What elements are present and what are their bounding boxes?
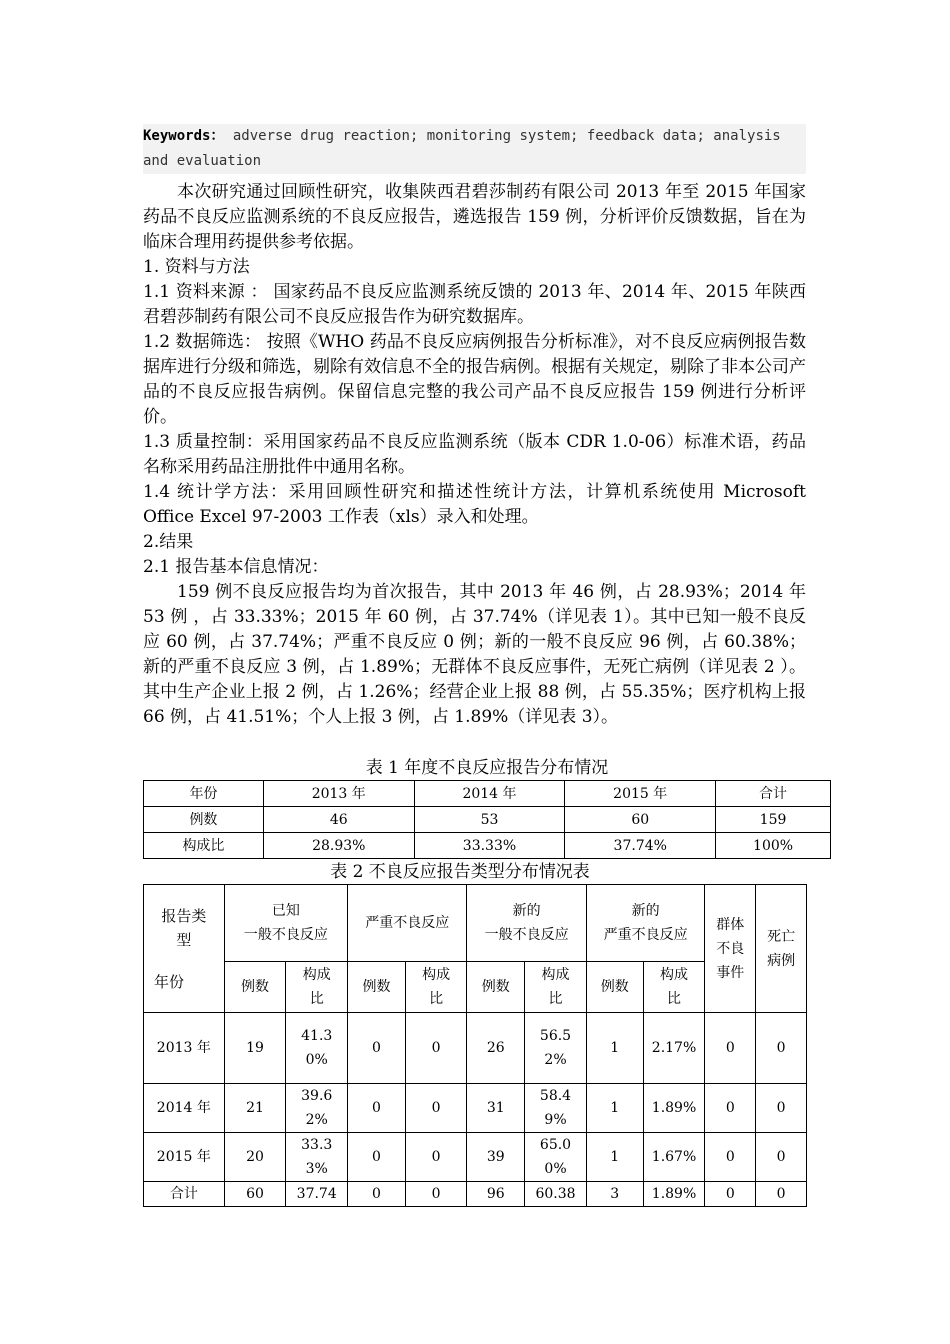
paragraphs [143,180,806,730]
table2-sub-header: 构成比 [643,962,705,1013]
paragraph: 1.1 资料来源 ： 国家药品不良反应监测系统反馈的 2013 年、2014 年、2015 年陕西君碧莎制药有限公司不良反应报告作为研究数据库。 [143,282,806,327]
table2-cell: 0 [705,1084,756,1133]
table1 [143,780,831,859]
table2-group-header: 严重不良反应 [348,885,467,962]
keywords-label: Keywords： [143,128,225,144]
table2-cell: 0 [756,1013,807,1084]
table2-cell: 37.74 [286,1182,348,1207]
table2-cell: 60 [224,1182,286,1207]
table1-header-row [144,781,831,807]
paragraph: 1.4 统计学方法：采用回顾性研究和描述性统计方法，计算机系统使用 Microsoft Office Excel 97-2003 工作表（xls）录入和处理。 [143,482,806,527]
table1-cell: 53 [414,807,565,833]
paragraph: 本次研究通过回顾性研究，收集陕西君碧莎制药有限公司 2013 年至 2015 年国家药品不良反应监测系统的不良反应报告，遴选报告 159 例，分析评价反馈数据，旨在为临床合理用药提供参考依据。 [143,182,806,252]
table2-cell: 31 [467,1084,525,1133]
table1-caption: 表 1 年度不良反应报告分布情况 [365,758,609,778]
table2-cell: 19 [224,1013,286,1084]
keywords-block [143,124,806,174]
table1-row [144,807,831,833]
table2-cell: 0 [348,1084,406,1133]
table2-sub-header: 例数 [586,962,643,1013]
paragraph: 1. 资料与方法 [143,257,250,277]
body-text [143,180,806,730]
table2-cell: 96 [467,1182,525,1207]
table2-cell: 39.62% [286,1084,348,1133]
table2-cell: 20 [224,1133,286,1182]
table2-sub-header: 构成比 [286,962,348,1013]
table2-sub-header: 例数 [224,962,286,1013]
paragraph: 159 例不良反应报告均为首次报告，其中 2013 年 46 例，占 28.93%；2014 年 53 例 ，占 33.33%；2015 年 60 例，占 37.74%（详见表 1）。其中已知一般不良反应 60 例，占 37.74%；严重不良反应 0 例；新的一般不良反应 96 例，占 60.38%；新的严重不良反应 3 例，占 1.89%；无群体不良反应事件，无死亡病例（详见表 2 ）。其中生产企业上报 2 例，占 1.26%；经营企业上报 88 例，占 55.35%；医疗机构上报 66 例，占 41.51%；个人上报 3 例，占 1.89%（详见表 3）。 [143,582,806,727]
table1-block [143,756,831,859]
table2-group-header: 新的 一般不良反应 [467,885,586,962]
table1-cell: 2015 年 [565,781,716,807]
table2-cell: 0 [705,1013,756,1084]
table1-row [144,833,831,859]
table2-cell: 0 [705,1133,756,1182]
table2-cell: 58.49% [525,1084,587,1133]
table2-cell: 0 [405,1182,467,1207]
table1-cell: 年份 [144,781,264,807]
table2-cell: 41.30% [286,1013,348,1084]
table1-cell: 100% [716,833,831,859]
table1-cell: 60 [565,807,716,833]
table1-cell: 159 [716,807,831,833]
table1-cell: 28.93% [263,833,414,859]
table2-cell: 0 [756,1182,807,1207]
table2-cell: 21 [224,1084,286,1133]
table2-row [144,1013,807,1084]
table1-cell: 2013 年 [263,781,414,807]
table2-cell: 0 [705,1182,756,1207]
table2-death-header: 死亡病例 [756,885,807,1013]
table2-cell: 2.17% [643,1013,705,1084]
table2-cell: 26 [467,1013,525,1084]
table2-cell: 1.89% [643,1084,705,1133]
table2-cell: 60.38 [525,1182,587,1207]
table2-block [143,860,807,1207]
table2-sub-header: 构成比 [525,962,587,1013]
table2-group-header: 新的 严重不良反应 [586,885,705,962]
table2-caption: 表 2 不良反应报告类型分布情况表 [330,862,590,882]
table2-cell: 1.89% [643,1182,705,1207]
table2-cell: 33.33% [286,1133,348,1182]
table2-sub-header: 例数 [467,962,525,1013]
table2-cell: 0 [756,1084,807,1133]
table2-cell: 3 [586,1182,643,1207]
table2-event-header: 群体不良事件 [705,885,756,1013]
paragraph: 1.2 数据筛选： 按照《WHO 药品不良反应病例报告分析标准》，对不良反应病例报告数据库进行分级和筛选，剔除有效信息不全的报告病例。根据有关规定，剔除了非本公司产品的不良反应报告病例。保留信息完整的我公司产品不良反应报告 159 例进行分析评价。 [143,332,806,427]
table2-cell: 合计 [144,1182,225,1207]
table2-cell: 65.00% [525,1133,587,1182]
corner-top-label: 报告类型 [161,906,207,949]
table2-cell: 1 [586,1133,643,1182]
table2-sub-header: 构成比 [405,962,467,1013]
table1-cell: 合计 [716,781,831,807]
table2-cell: 2013 年 [144,1013,225,1084]
table2-cell: 1 [586,1013,643,1084]
table2-cell: 56.52% [525,1013,587,1084]
table2-cell: 0 [756,1133,807,1182]
table2-group-header: 已知 一般不良反应 [224,885,347,962]
table2-row [144,1133,807,1182]
paragraph: 2.1 报告基本信息情况： [143,557,329,577]
table2-cell: 0 [348,1182,406,1207]
table2 [143,884,807,1207]
table2-cell: 0 [405,1013,467,1084]
table2-cell: 0 [405,1133,467,1182]
table2-sub-header: 例数 [348,962,406,1013]
table1-cell: 2014 年 [414,781,565,807]
table1-cell: 37.74% [565,833,716,859]
table2-cell: 1.67% [643,1133,705,1182]
paragraph: 1.3 质量控制：采用国家药品不良反应监测系统（版本 CDR 1.0-06）标准术语，药品名称采用药品注册批件中通用名称。 [143,432,806,477]
table1-cell: 构成比 [144,833,264,859]
keywords-text: adverse drug reaction; monitoring system; feedback data; analysis and evaluation [143,128,781,169]
table2-row [144,1084,807,1133]
table1-cell: 例数 [144,807,264,833]
table2-total-row [144,1182,807,1207]
table1-cell: 46 [263,807,414,833]
table2-cell: 0 [348,1133,406,1182]
table2-header-row [144,885,807,962]
table2-cell: 2015 年 [144,1133,225,1182]
table2-cell: 0 [348,1013,406,1084]
corner-bottom-label: 年份 [154,972,185,991]
table2-cell: 2014 年 [144,1084,225,1133]
paragraph: 2.结果 [143,532,194,552]
table2-corner-cell [144,885,225,1013]
table2-cell: 1 [586,1084,643,1133]
table2-cell: 0 [405,1084,467,1133]
table2-cell: 39 [467,1133,525,1182]
table1-cell: 33.33% [414,833,565,859]
